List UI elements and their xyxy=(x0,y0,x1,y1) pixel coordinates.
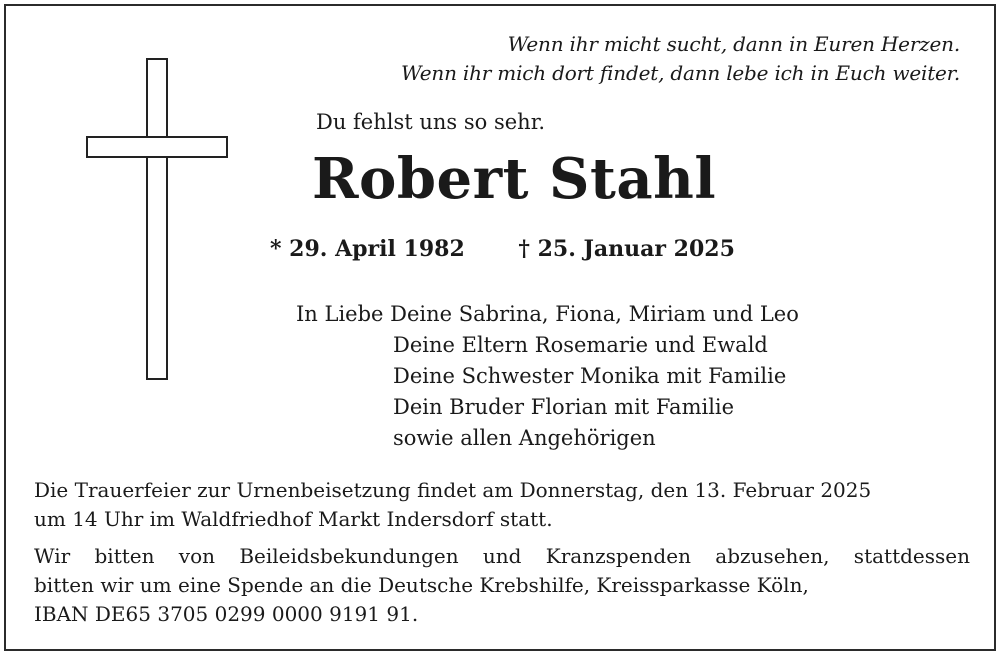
donation-line-3: IBAN DE65 3705 0299 0000 9191 91. xyxy=(34,602,419,626)
intro-text: Du fehlst uns so sehr. xyxy=(316,110,546,134)
donation-request xyxy=(34,542,970,629)
latin-cross-icon xyxy=(86,58,230,380)
epitaph-quote xyxy=(401,30,960,88)
funeral-info-line-1: Die Trauerfeier zur Urnenbeisetzung findet am Donnerstag, den 13. Februar 2025 xyxy=(34,478,872,502)
life-dates xyxy=(270,236,735,262)
donation-line-1: Wir bitten von Beileidsbekundungen und Kranzspenden abzusehen, stattdessen xyxy=(34,544,970,568)
birth-date: * 29. April 1982 xyxy=(270,236,465,262)
mourner-line: Deine Schwester Monika mit Familie xyxy=(393,364,787,388)
mourner-line: sowie allen Angehörigen xyxy=(393,426,656,450)
epitaph-line-1: Wenn ihr micht sucht, dann in Euren Herzen. xyxy=(507,32,960,56)
obituary-notice xyxy=(4,4,996,651)
funeral-info-line-2: um 14 Uhr im Waldfriedhof Markt Indersdorf statt. xyxy=(34,507,553,531)
mourner-line: Dein Bruder Florian mit Familie xyxy=(393,395,735,419)
epitaph-line-2: Wenn ihr mich dort findet, dann lebe ich in Euch weiter. xyxy=(401,61,960,85)
donation-line-2: bitten wir um eine Spende an die Deutsche Krebshilfe, Kreissparkasse Köln, xyxy=(34,573,809,597)
mourner-line: In Liebe Deine Sabrina, Fiona, Miriam und Leo xyxy=(296,302,799,326)
death-date: † 25. Januar 2025 xyxy=(518,236,735,262)
mourner-line: Deine Eltern Rosemarie und Ewald xyxy=(393,333,768,357)
mourners-list xyxy=(296,299,799,454)
funeral-info xyxy=(34,476,974,534)
deceased-name: Robert Stahl xyxy=(312,146,717,212)
